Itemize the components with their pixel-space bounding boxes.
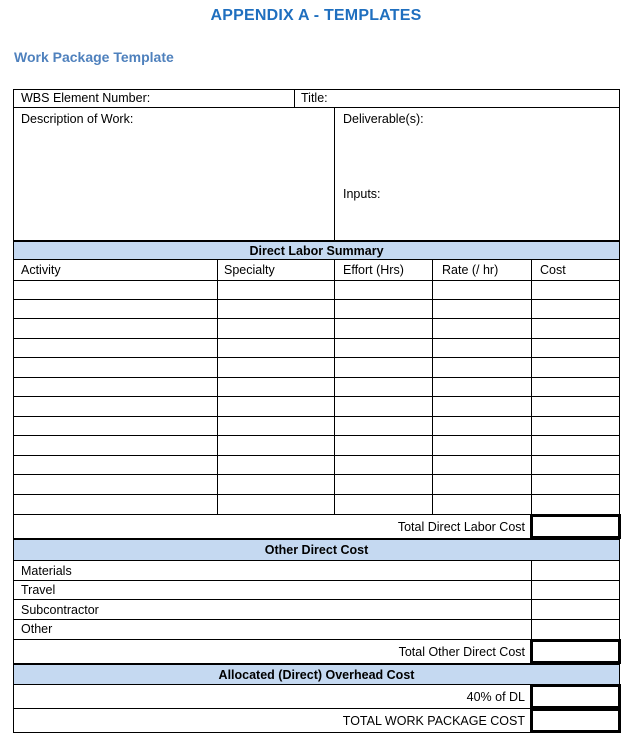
row-divider [13, 357, 620, 358]
divider [13, 107, 620, 108]
row-divider [13, 416, 620, 417]
column-divider [334, 259, 335, 515]
row-divider [13, 299, 620, 300]
row-divider [13, 455, 620, 456]
row-divider [13, 494, 620, 495]
row-divider [13, 396, 620, 397]
column-header-cost: Cost [540, 263, 566, 277]
total-other-direct-label: Total Other Direct Cost [398, 645, 525, 659]
column-header-rate: Rate (/ hr) [442, 263, 499, 277]
overhead-rate-label: 40% of DL [466, 690, 525, 704]
row-divider [13, 318, 620, 319]
grand-total-label: TOTAL WORK PACKAGE COST [342, 714, 525, 728]
item-subcontractor: Subcontractor [21, 603, 99, 617]
total-direct-labor-label: Total Direct Labor Cost [397, 520, 525, 534]
row-divider [13, 474, 620, 475]
wbs-element-label: WBS Element Number: [21, 91, 151, 105]
divider [294, 89, 295, 108]
grand-total-value[interactable] [530, 708, 621, 733]
column-divider [432, 259, 433, 515]
row-divider [13, 338, 620, 339]
row-divider [13, 435, 620, 436]
column-header-activity: Activity [21, 263, 61, 277]
column-divider [531, 560, 532, 640]
row-divider [13, 280, 620, 281]
row-divider [13, 580, 620, 581]
direct-labor-heading: Direct Labor Summary [13, 241, 620, 260]
row-divider [13, 619, 620, 620]
column-header-specialty: Specialty [224, 263, 275, 277]
row-divider [13, 377, 620, 378]
total-other-direct-value[interactable] [530, 639, 621, 664]
overhead-heading: Allocated (Direct) Overhead Cost [13, 664, 620, 685]
description-label: Description of Work: [21, 112, 134, 126]
title-label: Title: [301, 91, 328, 105]
item-materials: Materials [21, 564, 72, 578]
overhead-rate-value[interactable] [530, 684, 621, 709]
divider [334, 107, 335, 241]
row-divider [13, 599, 620, 600]
inputs-label: Inputs: [343, 187, 381, 201]
page-title: APPENDIX A - TEMPLATES [210, 7, 422, 24]
other-direct-heading: Other Direct Cost [13, 539, 620, 561]
column-divider [217, 259, 218, 515]
total-direct-labor-value[interactable] [530, 514, 621, 539]
item-travel: Travel [21, 583, 56, 597]
deliverables-label: Deliverable(s): [343, 112, 424, 126]
template-title: Work Package Template [14, 49, 174, 65]
column-header-effort: Effort (Hrs) [343, 263, 404, 277]
item-other: Other [21, 622, 53, 636]
column-divider [531, 259, 532, 515]
other-direct-table [13, 560, 620, 640]
direct-labor-table [13, 259, 620, 515]
